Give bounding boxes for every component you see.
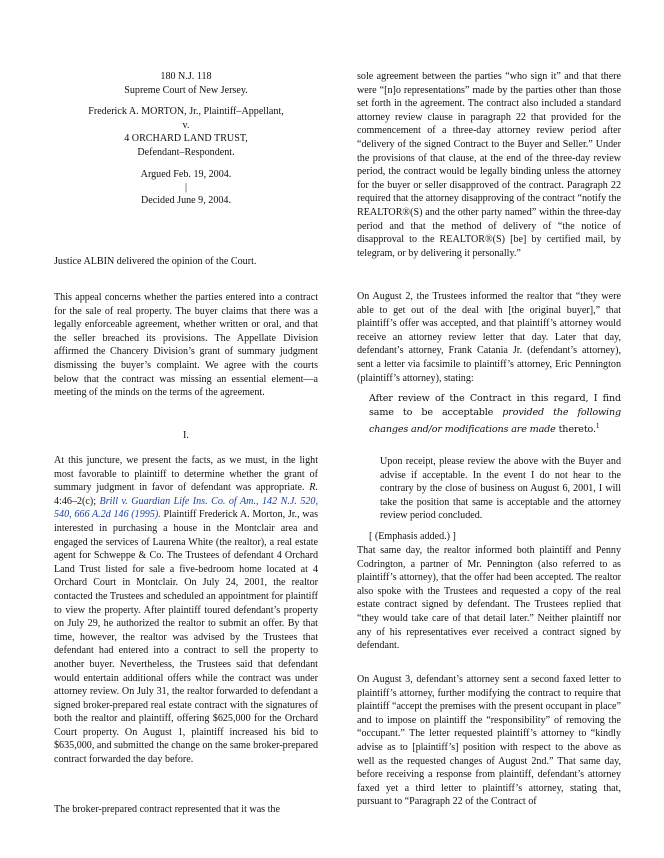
defendant-line-2: Defendant–Respondent. [137,147,235,158]
brill-case-link[interactable]: Brill v. Guardian Life Ins. Co. of Am., 142 N.J. 520, 540, 666 A.2d 146 (1995). [54,495,318,521]
opinion-author: Justice ALBIN delivered the opinion of the Court. [54,256,257,267]
footnote-marker[interactable]: 1 [595,423,600,431]
block-quote-2: Upon receipt, please review the above with the Buyer and advise if acceptable. In the event I do not hear to the contrary by the close of business on August 6, 2001, I will take the position that same is acceptable and the attorney review period concluded. [380,456,621,522]
argued-date: Argued Feb. 19, 2004. [140,169,232,180]
case-citation: 180 N.J. 118 [160,71,212,82]
quote1-text-a: After review of the Contract in this regard, I find same to be acceptable [369,393,621,419]
rule-number: 4:46–2(c); [54,495,100,507]
intro-paragraph: This appeal concerns whether the parties entered into a contract for the sale of real property. The buyer claims that there was a legally enforceable agreement, whether written or oral, and that the seller breached its provisions. The Appellate Division affirmed the Chancery Division’s grant of summary judgment dismissing the buyer’s complaint. We agree with the courts below that the contract was missing an essential element—a meeting of the minds on the terms of the agreement. [54,292,318,399]
block-quote-1 [369,392,621,438]
facts-text-a: At this juncture, we present the facts, as we must, in the light most favorable to plaintiff to determine whether the grant of summary judgment in favor of defendant was appropriate. [54,455,318,494]
august-3-paragraph: On August 3, defendant’s attorney sent a second faxed letter to plaintiff’s attorney, further modifying the contract to require that plaintiff “accept the premises with the present occupant in place” and to impose on plaintiff the “responsibility” of removing the “occupant.” The letter requested plaintiff’s attorney to “kindly advise as to [plaintiff’s] position with respect to the above as well as the requested changes of August 2nd.” That same day, before receiving a response from plaintiff, defendant’s attorney faxed yet a third letter to plaintiff’s attorney, stating that, pursuant to “Paragraph 22 of the Contract of [357,674,621,808]
date-separator: | [184,182,188,193]
august-2-paragraph: On August 2, the Trustees informed the realtor that “they were able to get out of the deal with [the original buyer],” that plaintiff’s offer was accepted, and that plaintiff’s attorney would receive an attorney review letter that day. Later that day, defendant’s attorney, Frank Catania Jr. (defendant’s attorney), sent a letter via facsimile to plaintiff’s attorney, Eric Pennington (plaintiff’s attorney), stating: [357,291,621,384]
court-name: Supreme Court of New Jersey. [124,85,248,96]
contract-paragraph-start: The broker-prepared contract represented that it was the [54,804,280,815]
versus-line: v. [182,120,190,131]
emphasis-note: [ (Emphasis added.) ] [369,531,456,542]
section-heading: I. [183,430,189,441]
rule-reference: R. [309,482,318,494]
plaintiff-line: Frederick A. MORTON, Jr., Plaintiff–Appellant, [88,106,284,117]
quote1-emphasis: provided the following changes and/or modifications are made [369,407,621,436]
quote1-text-b: thereto. [555,424,596,436]
facts-text-b: Plaintiff Frederick A. Morton, Jr., was interested in purchasing a house in the Montclair area and engaged the services of Laurena White (the realtor), a real estate agent for Schweppe & Co. The Trustees of defendant 4 Orchard Land Trust listed for sale a five-bedroom home located at 4 Orchard Court in Montclair. On July 24, 2001, the realtor contacted the Trustees and scheduled an appointment for plaintiff to view the property. After plaintiff toured defendant’s property on July 29, he authorized the realtor to submit an offer. By that time, however, the realtor was advised by the Trustees that defendant had entered into a contract to sell the property to another buyer. Nevertheless, the Trustees said that defendant would entertain additional offers while the contract was under attorney review. On July 31, the realtor forwarded to defendant a signed broker-prepared real estate contract with the signatures of both the realtor and plaintiff, offering $625,000 for the Orchard Court property. On August 1, plaintiff increased his bid to $635,000, and submitted the change on the same broker-prepared contract forwarded the day before. [54,509,318,766]
same-day-paragraph: That same day, the realtor informed both plaintiff and Penny Codrington, a partner of Mr. Pennington (also referred to as plaintiff’s attorney), that the offer had been accepted. The realtor also spoke with the Trustees and requested a copy of the real estate contract signed by defendant. The Trustees replied that “they would take care of that detail later.” Neither plaintiff nor any of his representatives ever received a contract signed by defendant. [357,545,621,652]
facts-paragraph [54,454,318,767]
decided-date: Decided June 9, 2004. [141,195,231,206]
contract-paragraph-continued: sole agreement between the parties “who sign it” and that there were “[n]o representations” made by the parties other than those set forth in the agreement. The contract also included a standard attorney review clause in paragraph 22 that provided for the commencement of a three-day attorney review period after “delivery of the signed Contract to the Buyer and Seller.” Under the provisions of that clause, at the end of the three-day review period, the contract would be legally binding unless the attorney for the buyer or seller disapproved of the contract. Paragraph 22 required that the attorney disapproving of the contract “notify the REALTOR®(S) and the other party named” within the three-day period and that the method of delivery of “the notice of disapproval to the REALTOR®(S) [be] by certified mail, by telegram, or by delivering it personally.” [357,71,621,259]
defendant-line-1: 4 ORCHARD LAND TRUST, [124,133,248,144]
